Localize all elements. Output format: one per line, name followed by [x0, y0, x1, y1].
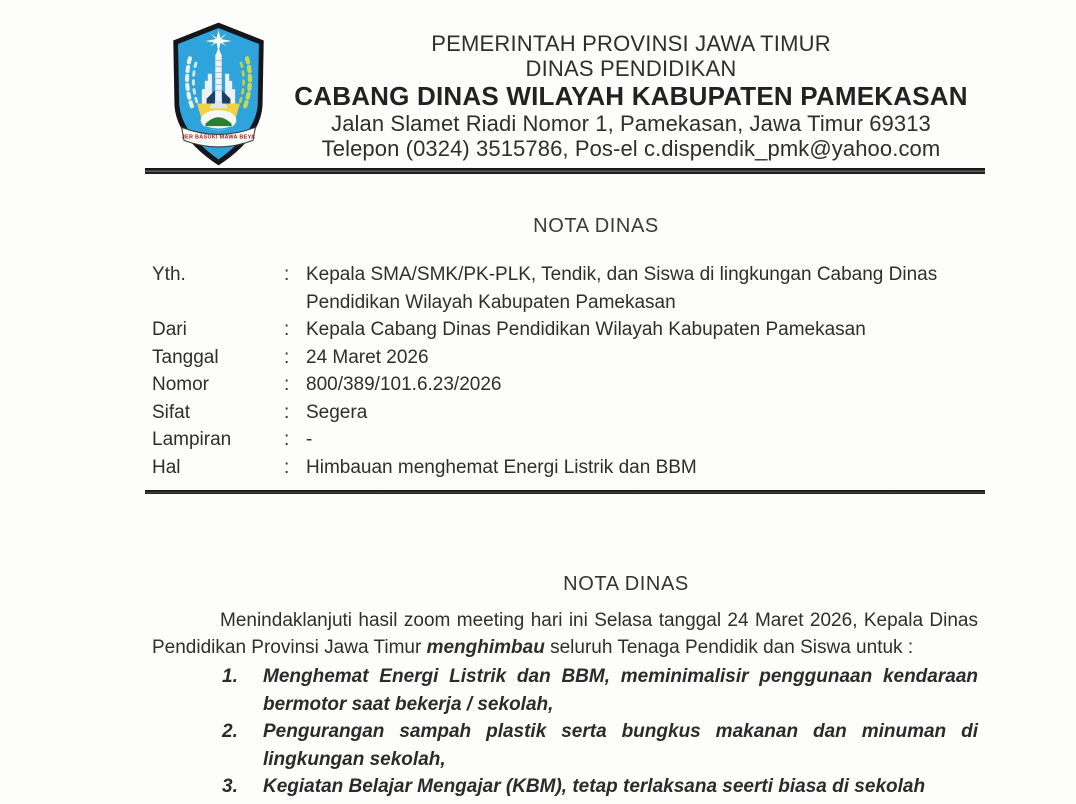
list-item — [222, 663, 978, 718]
field-label: Sifat — [152, 401, 191, 423]
list-item-text: Kegiatan Belajar Mengajar (KBM), tetap terlaksana seerti biasa di sekolah — [263, 776, 926, 797]
letterhead — [0, 0, 1076, 168]
government-name: PEMERINTAH PROVINSI JAWA TIMUR — [431, 31, 831, 56]
field-colon: : — [284, 264, 290, 285]
field-value: Kepala Cabang Dinas Pendidikan Wilayah Kabupaten Pamekasan — [306, 319, 866, 340]
field-value: Segera — [306, 401, 368, 423]
letterhead-text — [282, 31, 980, 161]
list-item — [222, 718, 978, 773]
paragraph-text: Menindaklanjuti hasil zoom meeting hari ini Selasa tanggal 24 Maret 2026, Kepala Dinas Pendidikan Provinsi Jawa Timur — [152, 610, 978, 658]
opening-paragraph — [152, 608, 978, 661]
list-item-text: Pengurangan sampah plastik serta bungkus makanan dan minuman di lingkungan sekolah, — [263, 721, 978, 770]
list-item — [222, 773, 978, 801]
field-colon: : — [284, 374, 290, 395]
motto-text: JER BASUKI MAWA BEYA — [181, 134, 256, 141]
memo-header-fields — [152, 261, 978, 481]
paragraph-text: seluruh Tenaga Pendidik dan Siswa untuk : — [544, 636, 914, 658]
fields-divider — [145, 490, 985, 494]
field-label: Yth. — [152, 264, 186, 285]
emphasized-word: menghimbau — [426, 636, 545, 658]
field-colon: : — [284, 346, 290, 368]
field-row-hal — [152, 454, 978, 482]
field-row-lampiran — [152, 426, 978, 454]
field-value: 800/389/101.6.23/2026 — [306, 374, 502, 395]
field-colon: : — [284, 319, 290, 340]
field-label: Dari — [152, 319, 187, 340]
contact-line: Telepon (0324) 3515786, Pos-el c.dispendik_pmk@yahoo.com — [321, 136, 941, 161]
field-value: 24 Maret 2026 — [306, 346, 429, 368]
document-title: NOTA DINAS — [533, 215, 659, 237]
list-item-text: Menghemat Energi Listrik dan BBM, meminimalisir penggunaan kendaraan bermotor saat bekerja / sekolah, — [263, 666, 978, 715]
field-row-nomor — [152, 371, 978, 399]
letterhead-divider — [145, 168, 985, 174]
field-value: - — [306, 429, 313, 450]
field-row-dari — [152, 316, 978, 344]
field-colon: : — [284, 456, 290, 478]
department-name: DINAS PENDIDIKAN — [525, 56, 737, 81]
field-colon: : — [284, 401, 290, 423]
body-title: NOTA DINAS — [563, 573, 689, 595]
field-label: Hal — [152, 456, 181, 478]
jawa-timur-provincial-seal-logo — [159, 20, 278, 168]
list-item-number: 2. — [222, 721, 238, 742]
list-item-number: 1. — [222, 666, 238, 687]
field-row-tanggal — [152, 344, 978, 372]
field-value: Kepala SMA/SMK/PK-PLK, Tendik, dan Siswa di lingkungan Cabang Dinas Pendidikan Wilayah Kabupaten Pamekasan — [306, 264, 938, 313]
instruction-list — [222, 663, 978, 801]
branch-office-name: CABANG DINAS WILAYAH KABUPATEN PAMEKASAN — [294, 81, 968, 111]
field-label: Nomor — [152, 374, 210, 395]
field-value: Himbauan menghemat Energi Listrik dan BBM — [306, 456, 697, 478]
address-line: Jalan Slamet Riadi Nomor 1, Pamekasan, Jawa Timur 69313 — [331, 111, 931, 136]
field-row-yth — [152, 261, 978, 316]
field-label: Lampiran — [152, 429, 232, 450]
field-row-sifat — [152, 399, 978, 427]
list-item-number: 3. — [222, 776, 238, 797]
field-colon: : — [284, 429, 290, 450]
field-label: Tanggal — [152, 346, 219, 368]
